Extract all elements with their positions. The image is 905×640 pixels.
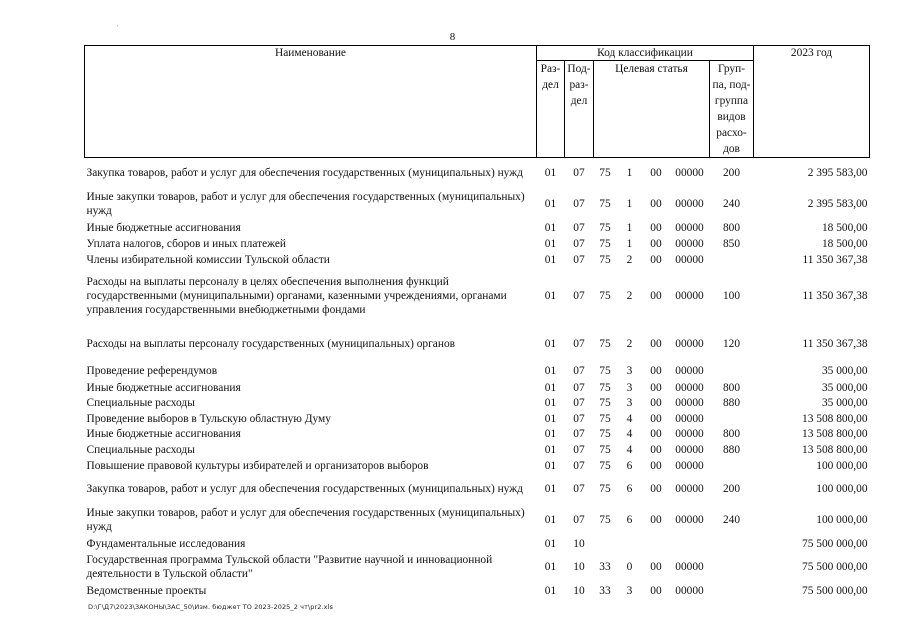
target-code: 00000 <box>675 337 704 350</box>
target-subprogram: 1 <box>626 167 633 180</box>
target-program: 75 <box>599 428 611 440</box>
target-subprogram: 1 <box>626 198 633 210</box>
target-program: 75 <box>599 381 611 394</box>
target-subprogram: 4 <box>626 428 633 440</box>
table-row <box>85 363 870 380</box>
target-program: 75 <box>599 412 611 425</box>
target-code: 00000 <box>675 412 704 425</box>
target-code: 00000 <box>675 253 704 266</box>
podrazdel-code: 07 <box>573 253 585 266</box>
page-number: 8 <box>449 31 456 43</box>
amount-2023: 35 000,00 <box>821 397 868 409</box>
razdel-code: 01 <box>544 381 557 394</box>
target-program: 75 <box>599 237 611 250</box>
expense-type: 240 <box>722 198 741 210</box>
item-name: Ведомственные проекты <box>86 584 207 597</box>
expense-type: 880 <box>722 443 741 456</box>
table-row <box>85 236 870 252</box>
table-row <box>85 474 870 505</box>
podrazdel-code: 10 <box>573 561 585 573</box>
razdel-code: 01 <box>544 584 557 597</box>
target-direction: 00 <box>650 381 662 394</box>
header-year: 2023 год <box>754 46 870 158</box>
header-razdel-line: дел <box>542 79 559 91</box>
table-row <box>85 325 870 363</box>
podrazdel-code: 07 <box>573 443 585 456</box>
stray-mark: ' <box>117 25 119 31</box>
expense-type: 880 <box>722 397 741 409</box>
razdel-code: 01 <box>544 428 557 440</box>
item-name: Иные бюджетные ассигнования <box>86 428 241 440</box>
amount-2023: 100 000,00 <box>816 459 868 472</box>
amount-2023: 18 500,00 <box>821 237 868 250</box>
target-code: 00000 <box>675 198 704 210</box>
target-program: 75 <box>599 397 611 409</box>
target-subprogram: 6 <box>626 483 633 495</box>
item-name: Иные закупки товаров, работ и услуг для обеспечения государственных (муниципальных) нужд <box>86 191 525 217</box>
expense-type: 850 <box>722 237 741 250</box>
target-code: 00000 <box>675 365 704 377</box>
amount-2023: 35 000,00 <box>821 365 868 377</box>
target-program <box>594 536 617 552</box>
target-direction: 00 <box>650 443 662 456</box>
expense-type <box>710 458 754 474</box>
item-name: Члены избирательной комиссии Тульской области <box>86 253 330 266</box>
target-direction: 00 <box>650 397 662 409</box>
header-razdel-line: Раз- <box>540 63 561 75</box>
podrazdel-code: 07 <box>573 198 585 210</box>
header-group-line: расхо- <box>716 127 747 139</box>
expense-type: 800 <box>722 381 741 394</box>
budget-table <box>84 45 870 599</box>
expense-type <box>710 252 754 268</box>
target-program: 75 <box>599 290 611 302</box>
target-code: 00000 <box>675 483 704 495</box>
target-subprogram: 1 <box>626 221 633 234</box>
item-name: Проведение референдумов <box>86 365 218 377</box>
expense-type <box>710 536 754 552</box>
expense-type: 120 <box>722 337 741 350</box>
target-code: 00000 <box>675 397 704 409</box>
amount-2023: 35 000,00 <box>821 381 868 394</box>
item-name: Иные закупки товаров, работ и услуг для обеспечения государственных (муниципальных) нужд <box>86 507 525 533</box>
target-code: 00000 <box>675 237 704 250</box>
target-direction: 00 <box>650 459 662 472</box>
razdel-code: 01 <box>544 459 557 472</box>
table-row <box>85 583 870 599</box>
header-group-line: группа <box>714 95 749 107</box>
table-row <box>85 268 870 325</box>
expense-type: 800 <box>722 428 741 440</box>
table-row <box>85 189 870 220</box>
header-podrazdel-line: дел <box>570 95 588 107</box>
target-direction: 00 <box>650 412 662 425</box>
target-subprogram: 6 <box>626 459 633 472</box>
podrazdel-code: 07 <box>573 459 585 472</box>
header-code: Код классификации <box>537 46 754 61</box>
amount-2023: 2 395 583,00 <box>807 198 868 210</box>
target-direction <box>643 536 670 552</box>
target-subprogram: 3 <box>626 365 633 377</box>
target-code: 00000 <box>675 584 704 597</box>
item-name: Проведение выборов в Тульскую областную Думу <box>86 412 331 425</box>
table-row <box>85 505 870 536</box>
header-podrazdel-line: раз- <box>569 79 589 91</box>
podrazdel-code: 07 <box>573 397 585 409</box>
target-direction: 00 <box>650 584 662 597</box>
razdel-code: 01 <box>544 443 557 456</box>
target-program: 75 <box>599 443 611 456</box>
razdel-code: 01 <box>544 365 557 377</box>
target-direction: 00 <box>650 561 662 573</box>
target-program: 33 <box>599 584 611 597</box>
header-group <box>710 61 754 158</box>
expense-type: 100 <box>722 290 741 302</box>
amount-2023: 11 350 367,38 <box>802 290 868 302</box>
target-direction: 00 <box>650 290 662 302</box>
table-row <box>85 442 870 458</box>
target-subprogram: 0 <box>626 561 633 573</box>
podrazdel-code: 07 <box>573 365 585 377</box>
target-subprogram: 6 <box>626 514 633 526</box>
target-subprogram: 1 <box>626 237 633 250</box>
amount-2023: 13 508 800,00 <box>802 412 868 425</box>
expense-type <box>710 583 754 599</box>
header-group-line: дов <box>723 143 740 155</box>
expense-type <box>710 552 754 583</box>
amount-2023: 75 500 000,00 <box>802 584 868 597</box>
item-name: Закупка товаров, работ и услуг для обеспечения государственных (муниципальных) нужд <box>86 167 523 180</box>
footer-file-path: D:\Г\Д7\2023\ЗАКОНЫ\ЗАС_50\Изм. бюджет ТО 2023-2025_2 чт\pr2.xls <box>88 603 334 611</box>
target-subprogram: 3 <box>626 584 633 597</box>
target-subprogram: 2 <box>626 337 633 350</box>
razdel-code: 01 <box>544 290 557 302</box>
razdel-code: 01 <box>544 537 557 550</box>
target-program: 75 <box>599 459 611 472</box>
target-subprogram: 4 <box>626 443 633 456</box>
target-subprogram: 2 <box>626 290 633 302</box>
header-razdel <box>537 61 565 158</box>
amount-2023: 11 350 367,38 <box>802 253 868 266</box>
razdel-code: 01 <box>544 397 557 409</box>
target-code: 00000 <box>675 514 704 526</box>
item-name: Уплата налогов, сборов и иных платежей <box>86 237 286 250</box>
target-code: 00000 <box>675 428 704 440</box>
table-row <box>85 411 870 427</box>
razdel-code: 01 <box>544 237 557 250</box>
item-name: Расходы на выплаты персоналу государственных (муниципальных) органов <box>86 337 456 350</box>
expense-type: 200 <box>722 167 741 180</box>
target-direction: 00 <box>650 428 662 440</box>
podrazdel-code: 07 <box>573 290 585 302</box>
razdel-code: 01 <box>544 412 557 425</box>
target-direction: 00 <box>650 198 662 210</box>
item-name: Иные бюджетные ассигнования <box>86 221 241 234</box>
header-group-line: па, под- <box>712 79 751 91</box>
expense-type: 800 <box>722 221 741 234</box>
razdel-code: 01 <box>544 198 557 210</box>
target-direction: 00 <box>650 167 662 180</box>
item-name: Специальные расходы <box>86 443 195 456</box>
header-group-line: Груп- <box>718 63 745 75</box>
target-code: 00000 <box>675 381 704 394</box>
header-target-label: Целевая статья <box>615 63 688 75</box>
item-name: Расходы на выплаты персоналу в целях обеспечения выполнения функций государственными (муниципальными) органами, казенными учреждениями, органами управления государственными внебюджетными фондами <box>86 276 507 316</box>
target-direction: 00 <box>650 253 662 266</box>
target-direction: 00 <box>650 365 662 377</box>
target-code: 00000 <box>675 167 704 180</box>
target-subprogram <box>617 536 643 552</box>
item-name: Специальные расходы <box>86 397 195 409</box>
expense-type: 200 <box>722 483 741 495</box>
expense-type: 240 <box>722 514 741 526</box>
podrazdel-code: 07 <box>573 514 585 526</box>
target-direction: 00 <box>650 514 662 526</box>
amount-2023: 13 508 800,00 <box>802 428 868 440</box>
razdel-code: 01 <box>544 167 557 180</box>
table-row <box>85 396 870 411</box>
podrazdel-code: 07 <box>573 237 585 250</box>
target-direction: 00 <box>650 221 662 234</box>
podrazdel-code: 10 <box>573 537 585 550</box>
razdel-code: 01 <box>544 253 557 266</box>
amount-2023: 18 500,00 <box>821 221 868 234</box>
target-direction: 00 <box>650 483 662 495</box>
table-row <box>85 458 870 474</box>
target-subprogram: 4 <box>626 412 633 425</box>
target-direction: 00 <box>650 337 662 350</box>
podrazdel-code: 07 <box>573 483 585 495</box>
table-row <box>85 427 870 442</box>
podrazdel-code: 07 <box>573 381 585 394</box>
target-subprogram: 3 <box>626 397 633 409</box>
target-subprogram: 2 <box>626 253 633 266</box>
expense-type <box>710 363 754 380</box>
target-code: 00000 <box>675 561 704 573</box>
target-program: 75 <box>599 514 611 526</box>
razdel-code: 01 <box>544 337 557 350</box>
target-code: 00000 <box>675 443 704 456</box>
razdel-code: 01 <box>544 514 557 526</box>
amount-2023: 75 500 000,00 <box>802 537 868 550</box>
target-program: 33 <box>599 561 611 573</box>
header-podrazdel-line: Под- <box>567 63 591 75</box>
podrazdel-code: 07 <box>573 167 585 180</box>
target-program: 75 <box>599 253 611 266</box>
razdel-code: 01 <box>544 483 557 495</box>
amount-2023: 11 350 367,38 <box>802 337 868 350</box>
target-code: 00000 <box>675 290 704 302</box>
podrazdel-code: 07 <box>573 412 585 425</box>
header-podrazdel <box>565 61 594 158</box>
target-program: 75 <box>599 198 611 210</box>
target-program: 75 <box>599 337 611 350</box>
amount-2023: 75 500 000,00 <box>802 561 868 573</box>
item-name: Фундаментальные исследования <box>86 537 246 550</box>
target-program: 75 <box>599 221 611 234</box>
target-code <box>670 536 710 552</box>
target-program: 75 <box>599 365 611 377</box>
table-row <box>85 220 870 236</box>
table-row <box>85 252 870 268</box>
target-direction: 00 <box>650 237 662 250</box>
podrazdel-code: 07 <box>573 428 585 440</box>
razdel-code: 01 <box>544 221 557 234</box>
amount-2023: 100 000,00 <box>816 483 868 495</box>
header-name: Наименование <box>85 46 537 158</box>
target-code: 00000 <box>675 459 704 472</box>
item-name: Закупка товаров, работ и услуг для обеспечения государственных (муниципальных) нужд <box>86 483 523 495</box>
target-code: 00000 <box>675 221 704 234</box>
table-row <box>85 380 870 396</box>
amount-2023: 2 395 583,00 <box>807 167 868 180</box>
podrazdel-code: 07 <box>573 337 585 350</box>
podrazdel-code: 10 <box>573 584 585 597</box>
table-row <box>85 552 870 583</box>
item-name: Иные бюджетные ассигнования <box>86 381 241 394</box>
target-program: 75 <box>599 167 611 180</box>
header-group-line: видов <box>717 111 746 123</box>
amount-2023: 13 508 800,00 <box>802 443 868 456</box>
item-name: Повышение правовой культуры избирателей и организаторов выборов <box>86 459 429 472</box>
target-subprogram: 3 <box>626 381 633 394</box>
header-target <box>594 61 710 158</box>
table-row <box>85 536 870 552</box>
item-name: Государственная программа Тульской области "Развитие научной и инновационной деятельности в Тульской области" <box>86 554 493 580</box>
amount-2023: 100 000,00 <box>816 514 868 526</box>
target-program: 75 <box>599 483 611 495</box>
podrazdel-code: 07 <box>573 221 585 234</box>
expense-type <box>710 411 754 427</box>
razdel-code: 01 <box>544 561 557 573</box>
table-row <box>85 158 870 189</box>
